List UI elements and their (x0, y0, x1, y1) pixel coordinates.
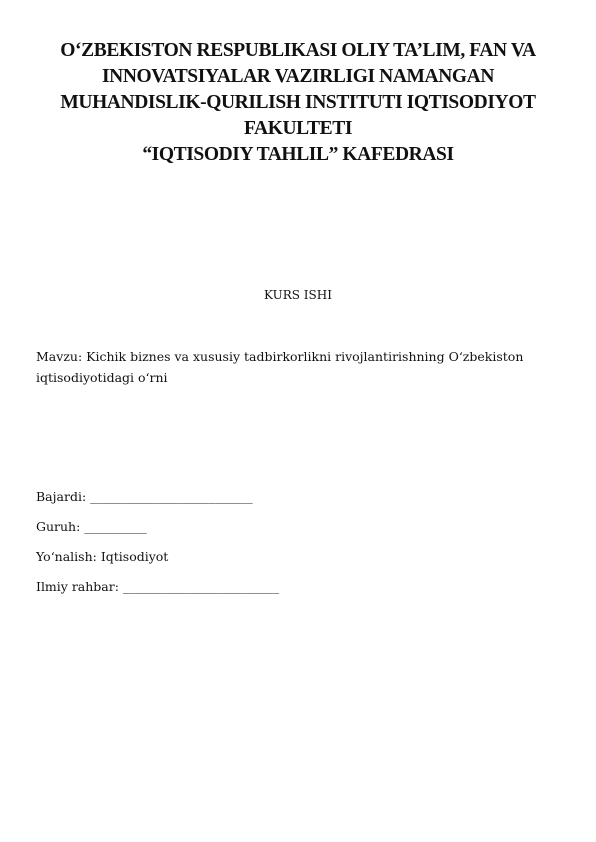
institution-header (36, 38, 560, 168)
field-guruh: Guruh: __________ (36, 519, 147, 534)
header-line-institute: MUHANDISLIK-QURILISH INSTITUTI IQTISODIYOT (60, 92, 536, 113)
topic-text: Mavzu: Kichik biznes va xususiy tadbirkorlikni rivojlantirishning O‘zbekiston iqtisodiyotidagi o‘rni (36, 349, 524, 385)
header-line-faculty: FAKULTETI (243, 118, 353, 139)
field-ilmiy-rahbar: Ilmiy rahbar: _________________________ (36, 579, 280, 594)
header-line-department: “IQTISODIY TAHLIL” KAFEDRASI (142, 144, 454, 165)
field-bajardi: Bajardi: __________________________ (36, 489, 253, 504)
document-type: KURS ISHI (264, 288, 332, 302)
field-yonalish: Yo‘nalish: Iqtisodiyot (36, 549, 169, 564)
header-line-ministry-cont: INNOVATSIYALAR VAZIRLIGI NAMANGAN (101, 66, 495, 87)
header-line-ministry: O‘ZBEKISTON RESPUBLIKASI OLIY TA’LIM, FAN VA (60, 40, 536, 61)
